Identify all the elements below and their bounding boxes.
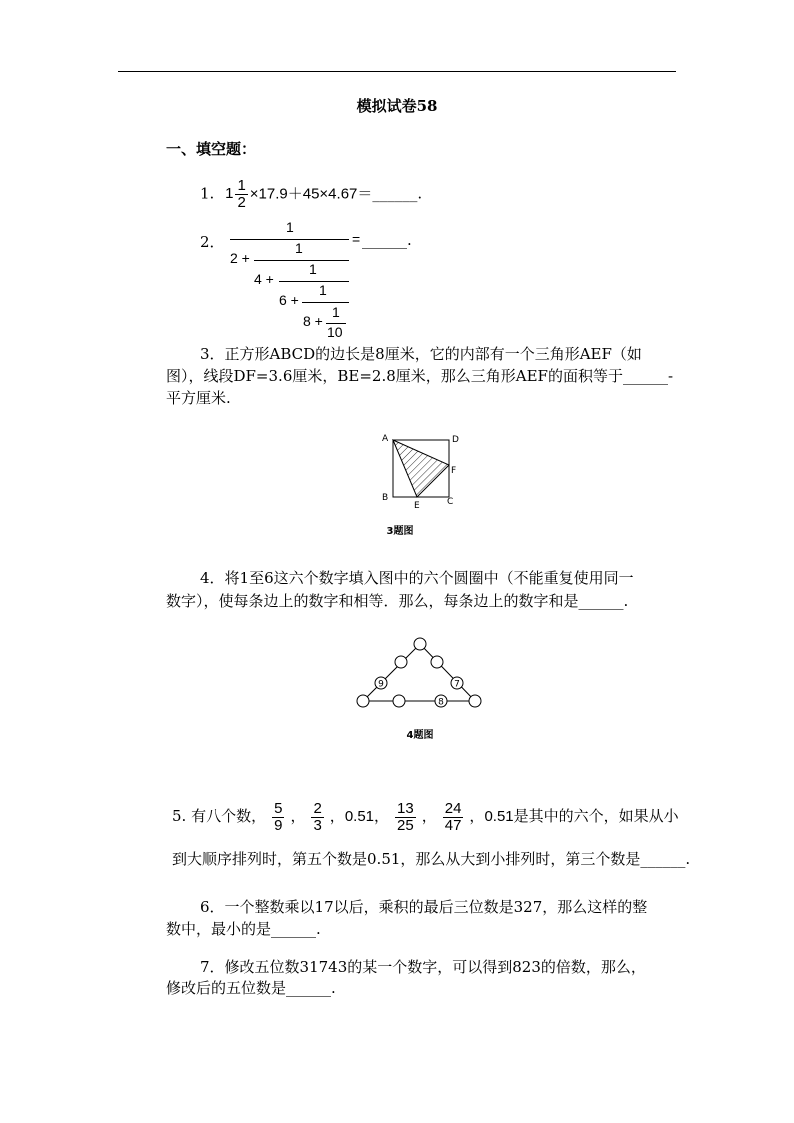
- q5-line-2: 到大顺序排列时，第五个数是0.51，那么从大到小排列时，第三个数是______.: [172, 850, 691, 868]
- q5-sep-5: ，: [469, 807, 485, 825]
- header-rule: [118, 71, 676, 72]
- q1-number: 1.: [200, 184, 215, 203]
- q2-one-3: 1: [309, 261, 317, 277]
- q7-line-2: 修改后的五位数是______.: [166, 979, 336, 997]
- q2-term-2: 2 +: [230, 250, 250, 266]
- q1-expression: ×17.9＋45×4.67＝: [249, 185, 373, 203]
- q2-term-8: 8 +: [303, 313, 323, 329]
- q2-equals: =: [352, 231, 361, 247]
- q2-number: 2．: [200, 233, 225, 251]
- q5-prefix: 5. 有八个数，: [172, 807, 267, 825]
- q5-decimal-1: 0.51: [344, 808, 375, 825]
- q2-term-4: 4 +: [254, 271, 274, 287]
- circle-bottom-mid-left: [393, 695, 405, 707]
- q5-sep-2: ，: [329, 807, 345, 825]
- q1-blank: ______.: [372, 184, 423, 203]
- circle-left-digit: 9: [378, 679, 384, 690]
- circle-top: [414, 638, 426, 650]
- label-f: F: [451, 466, 457, 476]
- q7-line-1: 7．修改五位数31743的某一个数字，可以得到823的倍数，那么，: [200, 958, 646, 976]
- q3-line-3: 平方厘米.: [166, 389, 231, 407]
- q6-line-1: 6．一个整数乘以17以后，乘积的最后三位数是327，那么这样的整: [200, 898, 648, 916]
- section-heading: 一、填空题：: [166, 140, 257, 158]
- circle-bottom-right: [469, 695, 481, 707]
- circle-bottom-left: [357, 695, 369, 707]
- q6-line-2: 数中，最小的是______.: [166, 920, 321, 938]
- q2-bar-3: [279, 281, 349, 282]
- q2-term-6: 6 +: [279, 292, 299, 308]
- q2-one-1: 1: [286, 219, 294, 235]
- label-e: E: [414, 501, 420, 511]
- q5-sep-1: ，: [290, 807, 306, 825]
- q5-decimal-2: 0.51: [484, 808, 514, 825]
- page-title: 模拟试卷58: [356, 97, 438, 115]
- q4-caption: 4题图: [406, 730, 434, 741]
- q5-suffix: 是其中的六个，如果从小: [513, 807, 679, 825]
- q3-line-2: 图），线段DF=3.6厘米，BE=2.8厘米，那么三角形AEF的面积等于______-: [166, 367, 674, 385]
- q5-sep-3: ，: [374, 807, 390, 825]
- q1-fraction: $\frac{1}{2}$: [237, 177, 246, 211]
- q3-square-figure: [370, 428, 470, 528]
- q2-bar-2: [254, 260, 349, 261]
- q2-ten: 10: [327, 324, 343, 340]
- label-d: D: [452, 435, 459, 445]
- circle-upper-right: [431, 656, 443, 668]
- q5-sep-4: ，: [421, 807, 437, 825]
- q4-line-1: 4．将1至6这六个数字填入图中的六个圆圈中（不能重复使用同一: [200, 569, 634, 587]
- label-a: A: [382, 434, 389, 444]
- question-1: [200, 178, 422, 211]
- q4-triangle-figure: [350, 632, 485, 712]
- q5-frac-4: $\frac{24}{47}$: [444, 799, 462, 834]
- q4-line-2: 数字），使每条边上的数字和相等．那么，每条边上的数字和是______.: [166, 592, 629, 610]
- label-b: B: [382, 493, 389, 503]
- triangle-aef: [393, 440, 449, 497]
- label-c: C: [447, 497, 454, 507]
- circle-bottom-digit: 8: [438, 697, 444, 708]
- q5-frac-1: $\frac{5}{9}$: [274, 799, 283, 834]
- q5-frac-3: $\frac{13}{25}$: [397, 799, 414, 834]
- q1-whole: 1: [225, 185, 234, 203]
- q3-line-1: 3．正方形ABCD的边长是8厘米，它的内部有一个三角形AEF（如: [200, 345, 642, 363]
- circle-upper-left: [395, 656, 407, 668]
- q2-blank: ______.: [362, 231, 412, 249]
- q2-one-4: 1: [319, 282, 327, 298]
- circle-right-digit: 7: [454, 679, 460, 690]
- q5-line-1: [172, 794, 679, 839]
- q3-caption: 3题图: [386, 526, 414, 537]
- q2-bar-1: [230, 239, 349, 240]
- q5-frac-2: $\frac{2}{3}$: [313, 799, 322, 834]
- q2-one-5: 1: [332, 304, 340, 320]
- q2-bar-4: [302, 302, 349, 303]
- q2-one-2: 1: [295, 240, 303, 256]
